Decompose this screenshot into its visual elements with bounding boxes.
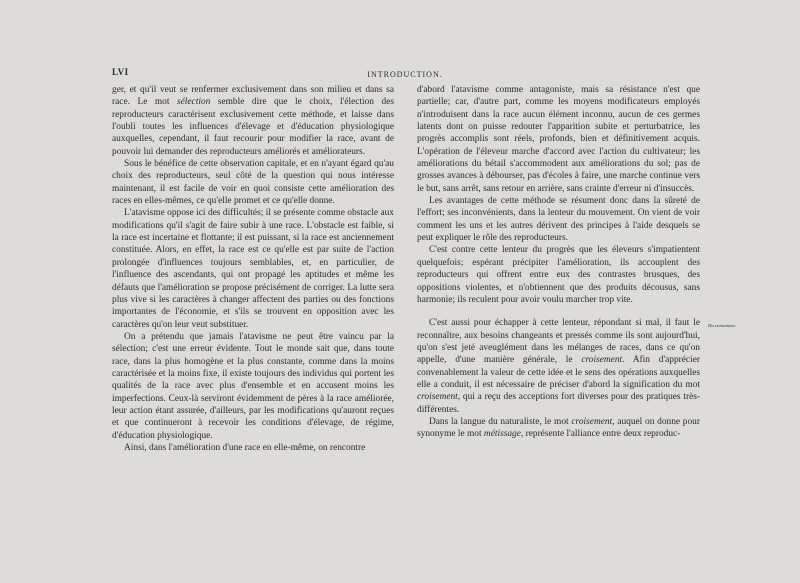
paragraph: Sous le bénéfice de cette observation capitale, et en n'ayant égard qu'au choix des reproducteurs, seul côté de la question qui nous intéresse maintenant, il est facile de voir en quoi consiste cette amélioration des races en elles-mêmes, ce qu'elle promet et ce qu'elle donne. (112, 159, 394, 207)
paragraph: L'atavisme oppose ici des difficultés; il se présente comme obstacle aux modifications qu'il s'agit de faire subir à une race. L'obstacle est faible, si la race est incertaine et flottante; il est puissant, si la race est anciennement constituée. Alors, en effet, la race est ce qu'elle est par suite de l'action prolongée d'influences toujours semblables, et, en particulier, de l'influence des ascendants, qui ont propagé les aptitudes et même les défauts que l'amélioration se propose précisément de corriger. La lutte sera plus vive si les caractères à changer affectent des parties ou des fonctions importantes de l'économie, et s'ils se trouvent en opposition avec les caractères qu'on leur veut substituer. (112, 208, 394, 330)
page-number: LVI (112, 67, 129, 77)
running-title: INTRODUCTION. (367, 70, 443, 79)
margin-note: Du croisement. (708, 323, 736, 328)
paragraph: Les avantages de cette méthode se résument donc dans la sûreté de l'effort; ses inconvénients, dans la lenteur du mouvement. On vient de voir comment les uns et les autres dérivent des principes à l'aide desquels se peut expliquer le rôle des reproducteurs. (417, 196, 700, 244)
paragraph: C'est contre cette lenteur du progrès que les éleveurs s'impatientent quelquefois; espérant précipiter l'amélioration, ils accouplent des reproducteurs qui offrent entre eux des contrastes brusques, des oppositions violentes, et n'obtiennent que des produits décousus, sans harmonie; ils reculent pour avoir voulu marcher trop vite. (417, 245, 700, 305)
paragraph: d'abord l'atavisme comme antagoniste, mais sa résistance n'est que partielle; car, d'autre part, comme les moyens modificateurs employés n'introduisent dans la race aucun élément inconnu, aucun de ces germes latents dont on puisse redouter l'apparition subite et perturbatrice, les progrès accomplis sont réels, profonds, bien et définitivement acquis. L'opération de l'éleveur marche d'accord avec l'action du cultivateur; les améliorations du bétail s'accommodent aux améliorations du sol; pas de grosses avances à débourser, pas d'écoles à faire, une marche continue vers le but, sans arrêt, sans retour en arrière, sans crainte d'erreur ni d'insuccès. (417, 85, 700, 194)
paragraph: ger, et qu'il veut se renfermer exclusivement dans son milieu et dans sa race. Le mot sélection semble dire que le choix, l'élection des reproducteurs caractérisent exclusivement cette méthode, et laisse dans l'oubli toutes les influences d'élevage et d'éducation physiologique auxquelles, cependant, il faut recourir pour modifier la race, avant de pouvoir lui demander des reproducteurs améliorés et améliorateurs. (112, 85, 394, 157)
left-column (112, 84, 394, 454)
paragraph: On a prétendu que jamais l'atavisme ne peut être vaincu par la sélection; c'est une erreur évidente. Tout le monde sait que, dans toute race, dans la plus homogène et la plus constante, comme dans la moins caractérisée et la moins fixe, il existe toujours des individus qui portent les qualités de la race avec plus d'ensemble et en accusent moins les imperfections. Ceux-là serviront évidemment de pères à la race améliorée, leur action étant assurée, d'ailleurs, par les modifications qu'auront reçues et que continueront à recevoir les conditions d'élevage, de régime, d'éducation physiologique. (112, 331, 394, 441)
paragraph: C'est aussi pour échapper à cette lenteur, répondant si mal, il faut le reconnaître, aux besoins changeants et pressés comme ils sont aujourd'hui, qu'on s'est jeté aveuglément dans les mélanges de races, dans ce qu'on appelle, d'une manière générale, le croisement. Afin d'apprécier convenablement la valeur de cette idée et le sens des opérations auxquelles elle a conduit, il est nécessaire de préciser d'abord la signification du mot croisement, qui a reçu des acceptions fort diverses pour des pratiques très-différentes. (417, 318, 700, 415)
right-column (417, 84, 700, 441)
paragraph: Ainsi, dans l'amélioration d'une race en elle-même, on rencontre (124, 442, 366, 453)
paragraph: Dans la langue du naturaliste, le mot croisement, auquel on donne pour synonyme le mot métissage, représente l'alliance entre deux reproduc- (417, 416, 700, 440)
